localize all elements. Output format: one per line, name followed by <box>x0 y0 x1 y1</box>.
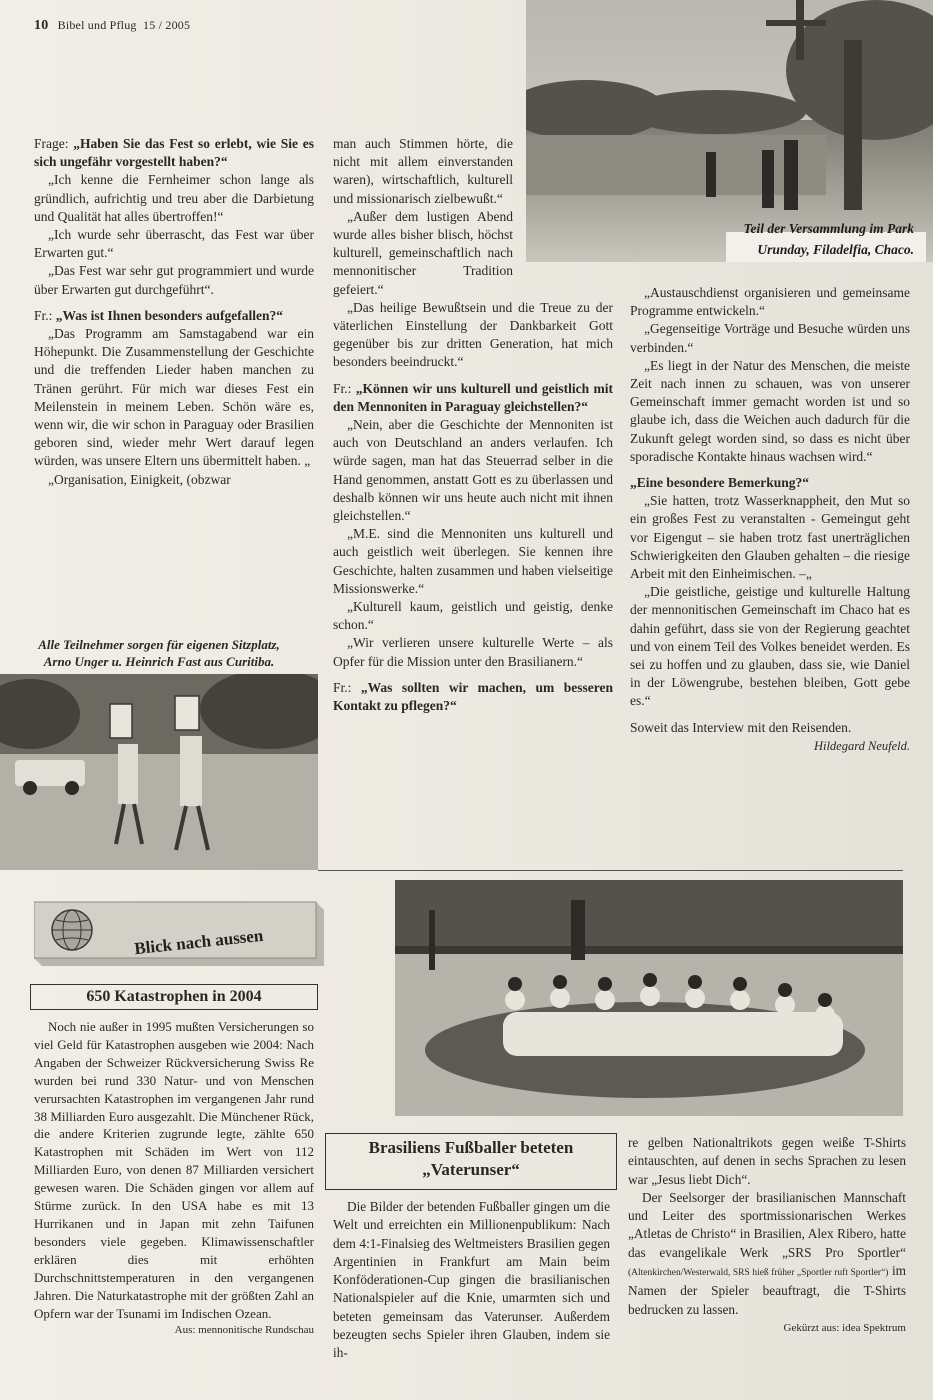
article2-source: Gekürzt aus: idea Spektrum <box>783 1321 906 1334</box>
interview-column-3 <box>630 284 910 755</box>
article2-title <box>325 1133 617 1190</box>
article2-body-part2: re gelben Nationaltrikots gegen weiße T-Shirts eintauschten, auf denen in sechs Sprachen zu lesen war „Jesus liebt Dich“. <box>628 1135 906 1187</box>
article2-body-part3b: (Altenkirchen/Westerwald, SRS hieß früher „Sportler ruft Sportler“) <box>628 1268 889 1279</box>
globe-icon <box>52 910 92 950</box>
article2-title-line2: „Vaterunser“ <box>422 1160 520 1179</box>
assembly-caption-line1: Teil der Versammlung im Park <box>743 221 914 236</box>
question-4: „Was sollten wir machen, um besseren Kontakt zu pflegen?“ <box>333 679 613 714</box>
article2-body-part1: Die Bilder der betenden Fußballer gingen um die Welt und erreichten ein Millionenpublikum: Nach dem 4:1-Finalsieg des Weltmeisters Brasilien gegen Argentinien in Frankfurt am Main beim Konföderationen-Cup gingen die brasilianischen Nationalspieler auf die Knie, umarmten sich und beteten gemeinsam das Vaterunser. Außerdem bezeugten sechs Spieler ihren Glauben, indem sie ih- <box>333 1199 610 1361</box>
answer-paragraph: „Ich kenne die Fernheimer schon lange als gründlich, aufrichtig und treu aber die Darbietung und Qualität hat alles übertroffen!“ <box>34 172 314 224</box>
article2-title-line1: Brasiliens Fußballer beteten <box>368 1138 574 1157</box>
issue-number: 15 / 2005 <box>143 18 191 32</box>
article1-title: 650 Katastrophen in 2004 <box>30 984 318 1010</box>
answer-paragraph: „Außer dem lustigen Abend wurde alles bisher blisch, höchst kulturell, gemeinschaftlich nach mennonitischer Tradition gefeiert.“ <box>333 208 513 297</box>
football-prayer-photo <box>395 880 903 1116</box>
question-label: Fr.: <box>34 307 53 323</box>
answer-paragraph: „Das Fest war sehr gut programmiert und wurde über Erwarten gut durchgeführt“. <box>34 263 314 297</box>
author-signature: Hildegard Neufeld. <box>813 738 910 753</box>
answer-paragraph: „Das heilige Bewußtsein und die Treue zu der väterlichen Einstellung der Dankbarkeit Gott gegenüber bis zur dritten Generation, hat mich besonders beeindruckt.“ <box>333 299 613 370</box>
question-label: Fr.: <box>333 380 352 396</box>
answer-paragraph: „Ich wurde sehr überrascht, das Fest war über Erwarten gut.“ <box>34 227 314 261</box>
closing-line: Soweit das Interview mit den Reisenden. <box>630 719 852 735</box>
blick-banner <box>34 898 324 966</box>
assembly-caption-line2: Urunday, Filadelfia, Chaco. <box>757 242 914 257</box>
answer-paragraph: „Wir verlieren unsere kulturelle Werte – als Opfer für die Mission unter den Brasilianern.“ <box>333 635 613 669</box>
article1-source: Aus: mennonitische Rundschau <box>174 1324 314 1337</box>
blick-label: Blick nach aussen <box>133 925 265 959</box>
answer-paragraph: „Die geistliche, geistige und kulturelle Haltung der mennonitischen Gemeinschaft im Chaco hat es dahin geführt, dass sie von der Regierung geachtet und von einem Teil des Volkes beneidet werden. Es sei zu hoffen und zu glauben, dass sie, wie Daniel in der Löwengrube, bestehen bleiben, Gott gebe es.“ <box>630 584 910 709</box>
interview-column-1 <box>34 135 314 489</box>
answer-paragraph: „Sie hatten, trotz Wasserknappheit, den Mut so ein großes Fest zu veranstalten - Gemeingut geht vor Eigengut – sie haben trotz fast unerträglichen Schwierigkeiten den Glauben gehalten – die riesige Arbeit mit den Einheimischen. –„ <box>630 493 910 582</box>
publication-name: Bibel und Pflug <box>57 18 137 32</box>
question-5: „Eine besondere Bemerkung?“ <box>630 475 810 491</box>
section-divider <box>318 870 903 871</box>
question-3: „Können wir uns kulturell und geistlich mit den Mennoniten in Paraguay gleichstellen?“ <box>333 380 613 414</box>
page-header <box>34 18 190 34</box>
article2-body-right <box>628 1134 906 1337</box>
article1-body: Noch nie außer in 1995 mußten Versicherungen so viel Geld für Katastrophen ausgeben wie 2004: Nach Angaben der Schweizer Rückversicherung Swiss Re wurden bei rund 330 Natur- und von Menschen verursachten Katastrophen im vergangenen Jahr rund 38 Milliarden Euro ausgezahlt. Die Münchener Rück, die andere Kriterien zugrunde legte, zählte 650 Katastrophen mit Schäden im Wert von 112 Milliarden Euro, von denen 87 Milliarden versichert gewesen waren. Die Schäden gingen vor allem auf Stürme zurück. In den USA habe es mit 13 Hurrikanen und in Japan mit zehn Taifunen besonders viele gegeben. Klimawissenschaftler erklären dies mit erhöhten Durchschnittstemperaturen in den vergangenen Jahren. Die Naturkatastrophe mit der größten Zahl an Opfern war der Tsunami im Indischen Ozean. <box>34 1019 314 1321</box>
chairs-caption-line2: Arno Unger u. Heinrich Fast aus Curitiba. <box>43 654 275 669</box>
article2-body-part3c: im Namen der Spieler beauftragt, die T-Shirts bedrucken zu lassen. <box>628 1263 906 1317</box>
chairs-photo-caption <box>0 636 318 670</box>
article2-body-part3a: Der Seelsorger der brasilianischen Mannschaft und Leiter des sportmissionarischen Werkes „Atletas de Christo“ in Brasilien, Alex Ribero, hatte das evangelikale Werk „SRS Pro Sportler“ <box>628 1189 906 1260</box>
interview-column-2 <box>333 135 613 715</box>
question-label: Fr.: <box>333 679 352 695</box>
answer-paragraph: „Organisation, Einigkeit, (obzwar <box>48 471 231 487</box>
chairs-photo <box>0 674 318 870</box>
answer-paragraph: „Austauschdienst organisieren und gemeinsame Programme entwickeln.“ <box>630 285 910 319</box>
article1-body-block <box>34 1018 314 1340</box>
answer-paragraph: „Kulturell kaum, geistlich und geistig, denke schon.“ <box>333 599 613 633</box>
answer-paragraph: „Es liegt in der Natur des Menschen, die meiste Zeit nach innen zu schauen, was von unserer Gemeinschaft immer gemacht worden ist und so glaube ich, dass die Weichen auch dadurch für die Zukunft gelegt worden sind, so dass es nicht über sporadische Kontakte hinaus wachsen wird.“ <box>630 357 910 464</box>
answer-paragraph: „Nein, aber die Geschichte der Mennoniten ist auch von Deutschland an anders verlaufen. Ich würde sagen, man hat das Steuerrad selber in die Hand genommen, anstatt Gott es zu überlassen und deshalb können wir uns heute auch nicht mit ihnen gleichstellen.“ <box>333 417 613 524</box>
article2-body-left <box>333 1198 610 1363</box>
answer-paragraph: „Das Programm am Samstagabend war ein Höhepunkt. Die Zusammenstellung der Geschichte und die treffenden Lieder haben manchen zu Tränen gerührt. Für mich war dieses Fest ein Meilenstein in meinem Leben. Schön wäre es, wenn wir, die wir schon in Paraguay oder Brasilien geboren sind, wieder mehr Wert darauf legen würden, was unsere Eltern uns übermittelt haben. „ <box>34 326 314 469</box>
page-number: 10 <box>34 18 49 33</box>
answer-paragraph: man auch Stimmen hörte, die nicht mit allem einverstanden waren), wirtschaftlich, kulturell und missionarisch zielbewußt.“ <box>333 136 513 206</box>
question-label: Frage: <box>34 136 69 151</box>
chairs-caption-line1: Alle Teilnehmer sorgen für eigenen Sitzplatz, <box>38 637 280 652</box>
answer-paragraph: „M.E. sind die Mennoniten uns kulturell und auch geistlich weit überlegen. Sie kennen ihre Geschichte, halten zusammen und haben vielseitige Missionswerke.“ <box>333 526 613 596</box>
question-1: „Haben Sie das Fest so erlebt, wie Sie es sich ungefähr vorgestellt haben?“ <box>34 136 315 170</box>
answer-paragraph: „Gegenseitige Vorträge und Besuche würden uns verbinden.“ <box>630 321 910 355</box>
question-2: „Was ist Ihnen besonders aufgefallen?“ <box>55 307 284 323</box>
